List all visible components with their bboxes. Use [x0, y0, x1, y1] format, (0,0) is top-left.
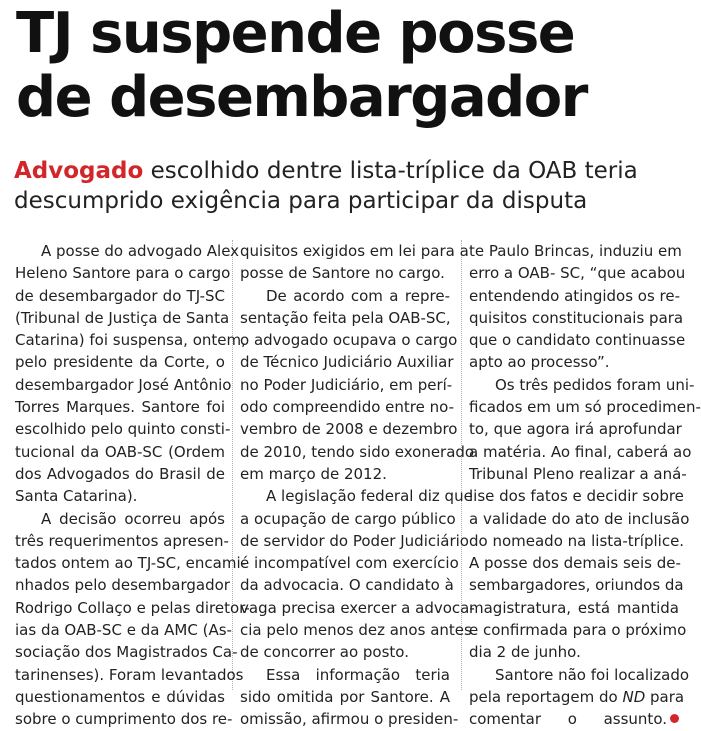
column-3: [469, 240, 701, 731]
body-text: A posse do advogado Alex: [41, 242, 240, 260]
body-text: o advogado ocupava o cargo: [240, 331, 458, 350]
body-line: [469, 485, 684, 507]
body-line: [240, 686, 450, 708]
body-text: a matéria. Ao final, caberá ao: [469, 442, 692, 461]
body-text: para: [645, 687, 685, 706]
body-line: [240, 530, 469, 552]
body-text: quisitos exigidos em lei para a: [240, 242, 469, 260]
body-line: [240, 463, 450, 485]
body-text: odo compreendido entre no-: [240, 398, 454, 417]
body-line: [240, 418, 458, 440]
article-body: [0, 240, 701, 729]
body-line: [469, 530, 685, 552]
body-text: no Poder Judiciário, em perí-: [240, 375, 453, 394]
body-text: to, que agora irá aprofundar: [469, 420, 682, 439]
body-line: [240, 708, 459, 730]
body-text: lise dos fatos e decidir sobre: [469, 487, 684, 506]
body-line: [15, 664, 244, 686]
body-line: [469, 441, 692, 463]
body-text: omissão, afirmou o presiden-: [240, 710, 459, 729]
body-text: comentar o assunto.: [469, 710, 667, 729]
body-text: dos Advogados do Brasil de: [15, 464, 225, 483]
body-line: [240, 619, 472, 641]
body-line: [15, 396, 225, 418]
body-line: [469, 240, 682, 262]
body-text: questionamentos e dúvidas: [15, 687, 225, 706]
body-line: [240, 574, 454, 596]
body-line: [469, 463, 687, 485]
body-text: A posse dos demais seis de-: [469, 554, 681, 573]
body-line: [15, 463, 225, 485]
body-line: [469, 285, 679, 307]
body-text: Tribunal Pleno realizar a aná-: [469, 464, 687, 483]
body-line: [469, 686, 685, 708]
body-text: entendendo atingidos os re-: [469, 286, 681, 305]
body-line: [469, 597, 679, 619]
body-line: [240, 441, 475, 463]
body-line: [15, 240, 240, 262]
body-line: [15, 351, 225, 373]
body-text: posse de Santore no cargo.: [240, 264, 445, 283]
body-text: Rodrigo Collaço e pelas diretor-: [15, 598, 250, 617]
body-text: de concorrer ao posto.: [240, 643, 409, 662]
body-text: erro a OAB- SC, “que acabou: [469, 264, 686, 283]
body-line: [15, 574, 230, 596]
body-line: [15, 262, 231, 284]
body-line: [469, 418, 682, 440]
body-line: [15, 307, 230, 329]
body-text: de desembargador do TJ-SC: [15, 286, 225, 305]
body-text: Essa informação teria: [266, 665, 450, 684]
body-line: [15, 619, 232, 641]
body-text: de Técnico Judiciário Auxiliar: [240, 353, 454, 372]
headline-line-1: TJ suspende posse: [16, 1, 575, 66]
body-line: [240, 396, 454, 418]
body-line: [240, 307, 450, 329]
body-line: [15, 441, 225, 463]
body-text: tarinenses). Foram levantados: [15, 665, 244, 684]
body-line: [469, 262, 686, 284]
body-text: de 2010, tendo sido exonerado: [240, 442, 475, 461]
body-text: ficados em um só procedimen-: [469, 398, 701, 417]
body-line: [469, 374, 695, 396]
body-text: dia 2 de junho.: [469, 643, 581, 662]
body-text: a ocupação de cargo público: [240, 509, 456, 528]
body-text: em março de 2012.: [240, 464, 387, 483]
body-text: tados ontem ao TJ-SC, encami-: [15, 554, 247, 573]
body-line: [240, 508, 456, 530]
body-text: nhados pelo desembargador: [15, 576, 230, 595]
body-text: sentação feita pela OAB-SC,: [240, 308, 451, 327]
body-text: magistratura, está mantida: [469, 598, 679, 617]
body-line: [469, 619, 687, 641]
body-line: [469, 708, 679, 730]
body-text: do nomeado na lista-tríplice.: [469, 531, 685, 550]
body-text: cia pelo menos dez anos antes: [240, 621, 472, 640]
body-text: Catarina) foi suspensa, ontem,: [15, 331, 246, 350]
body-text: três requerimentos apresen-: [15, 531, 229, 550]
body-text: sociação dos Magistrados Ca-: [15, 643, 238, 662]
body-text: que o candidato continuasse: [469, 331, 686, 350]
subheadline-text-1: escolhido dentre lista-tríplice da OAB teria: [143, 158, 638, 184]
body-text: escolhido pelo quinto consti-: [15, 420, 231, 439]
headline: [16, 2, 676, 130]
body-line: [240, 597, 475, 619]
body-text: A legislação federal diz que: [266, 487, 473, 506]
body-text: A decisão ocorreu após: [41, 509, 225, 528]
body-text: de servidor do Poder Judiciário: [240, 531, 469, 550]
body-line: [15, 597, 250, 619]
body-line: [15, 418, 231, 440]
body-line: [15, 374, 232, 396]
body-line: [15, 552, 247, 574]
body-line: [469, 508, 690, 530]
subheadline: [14, 156, 674, 216]
body-text: quisitos constitucionais para: [469, 308, 684, 327]
body-text: sido omitida por Santore. A: [240, 687, 450, 706]
body-text: apto ao processo”.: [469, 353, 610, 372]
body-text: vembro de 2008 e dezembro: [240, 420, 458, 439]
body-line: [15, 329, 246, 351]
body-text: ias da OAB-SC e da AMC (As-: [15, 621, 232, 640]
body-text: Santore não foi localizado: [495, 665, 690, 684]
body-line: [240, 552, 459, 574]
body-line: [240, 664, 450, 686]
body-line: [15, 708, 233, 730]
body-text: é incompatível com exercício: [240, 554, 459, 573]
body-line: [240, 329, 458, 351]
body-text: tucional da OAB-SC (Ordem: [15, 442, 225, 461]
body-line: [469, 641, 679, 663]
body-text: sembargadores, oriundos da: [469, 576, 684, 595]
body-text: De acordo com a repre-: [266, 286, 450, 305]
body-line: [240, 485, 473, 507]
body-line: [240, 351, 454, 373]
body-line: [469, 307, 684, 329]
body-line: [15, 508, 225, 530]
body-line: [240, 374, 453, 396]
column-1: [15, 240, 250, 731]
body-text: Torres Marques. Santore foi: [15, 398, 225, 417]
column-2: [240, 240, 475, 731]
body-text: da advocacia. O candidato à: [240, 576, 454, 595]
body-text: (Tribunal de Justiça de Santa: [15, 308, 230, 327]
body-text: vaga precisa exercer a advoca-: [240, 598, 475, 617]
body-line: [15, 485, 225, 507]
body-line: [240, 262, 450, 284]
body-text: Os três pedidos foram uni-: [495, 375, 695, 394]
body-line: [469, 552, 679, 574]
body-text: Santa Catarina).: [15, 487, 138, 506]
body-line: [469, 664, 690, 686]
body-line: [15, 285, 225, 307]
subheadline-line-2: descumprido exigência para participar da disputa: [14, 188, 588, 214]
kicker: Advogado: [14, 158, 144, 184]
body-line: [469, 574, 684, 596]
body-line: [240, 285, 450, 307]
body-line: [240, 240, 469, 262]
body-text: te Paulo Brincas, induziu em: [469, 242, 682, 260]
body-text: pelo presidente da Corte, o: [15, 353, 225, 372]
body-line: [469, 396, 701, 418]
headline-line-2: de desembargador: [16, 65, 587, 130]
body-text: pela reportagem do: [469, 687, 623, 706]
body-line: [15, 641, 238, 663]
subheadline-line-1: [14, 156, 674, 186]
body-line: [469, 329, 686, 351]
body-line: [15, 686, 225, 708]
body-line: [15, 530, 229, 552]
end-of-article-dot: [670, 714, 679, 723]
body-text: sobre o cumprimento dos re-: [15, 710, 233, 729]
body-text: a validade do ato de inclusão: [469, 509, 690, 528]
newspaper-abbreviation: ND: [622, 687, 646, 706]
body-line: [469, 351, 679, 373]
body-text: desembargador José Antônio: [15, 375, 232, 394]
body-text: e confirmada para o próximo: [469, 621, 687, 640]
body-text: Heleno Santore para o cargo: [15, 264, 231, 283]
body-line: [240, 641, 450, 663]
